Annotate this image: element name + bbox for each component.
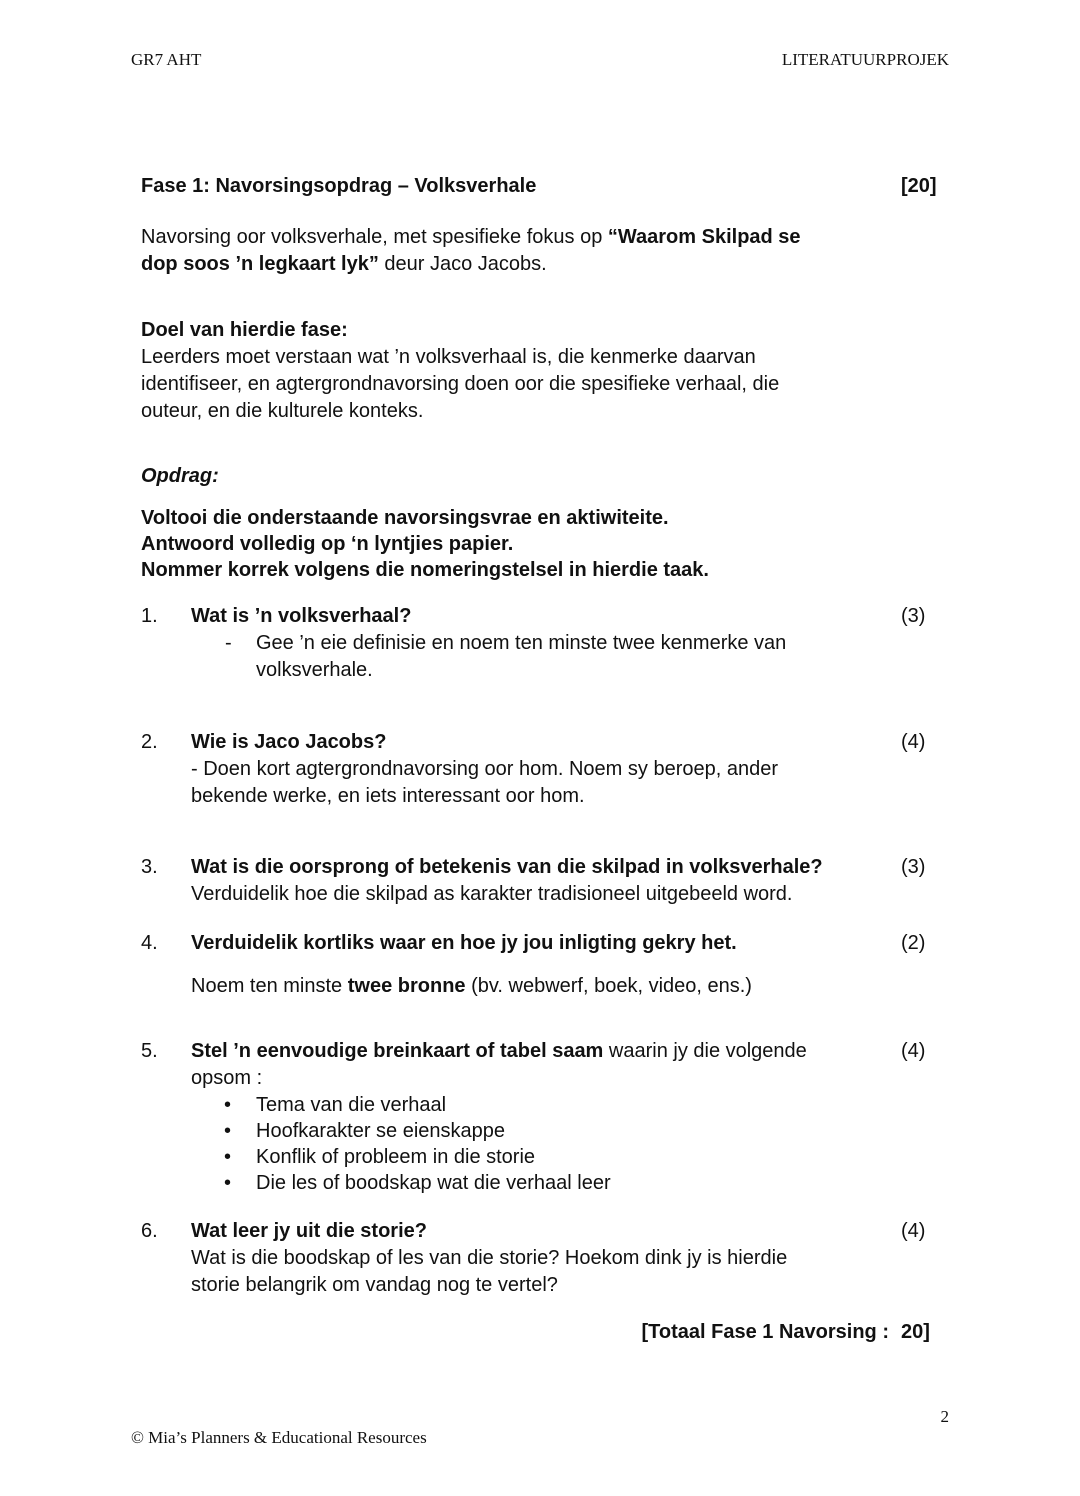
page-number: 2	[940, 1407, 949, 1426]
question-number: 5.	[141, 1040, 158, 1062]
question-marks: (4)	[901, 1220, 926, 1242]
question-5: Stel ’n eenvoudige breinkaart of tabel saam waarin jy die volgende opsom : • Tema van die verhaal • Hoofkarakter se eienskappe • Konflik of probleem in die storie • Die les of boodskap wat die verhaal leer	[191, 1038, 891, 1196]
task-instructions: Voltooi die onderstaande navorsingsvrae en aktiwiteite. Antwoord volledig op ‘n lyntjies papier. Nommer korrek volgens die nomeringstelsel in hierdie taak.	[141, 507, 709, 581]
task-heading: Opdrag:	[141, 465, 219, 487]
goal-section	[141, 317, 901, 425]
section-title: Fase 1: Navorsingsopdrag – Volksverhale	[141, 175, 537, 197]
question-marks: (2)	[901, 932, 926, 954]
intro-paragraph: Navorsing oor volksverhale, met spesifieke fokus op “Waarom Skilpad se dop soos ’n legkaart lyk” deur Jaco Jacobs.	[141, 226, 801, 275]
question-3: Wat is die oorsprong of betekenis van die skilpad in volksverhale? Verduidelik hoe die skilpad as karakter tradisioneel uitgebeeld word.	[191, 856, 823, 905]
question-4: Verduidelik kortliks waar en hoe jy jou inligting gekry het. Noem ten minste twee bronne (bv. webwerf, boek, video, ens.)	[191, 932, 752, 997]
section-marks: [20]	[901, 175, 937, 197]
question-number: 4.	[141, 932, 158, 954]
total-label: [Totaal Fase 1 Navorsing :	[641, 1321, 889, 1343]
list-item: • Die les of boodskap wat die verhaal leer	[191, 1170, 891, 1196]
question-marks: (3)	[901, 605, 926, 627]
question-6: Wat leer jy uit die storie? Wat is die boodskap of les van die storie? Hoekom dink jy is hierdie storie belangrik om vandag nog te vertel?	[191, 1220, 788, 1296]
total-value: 20]	[901, 1321, 930, 1343]
header-left: GR7 AHT	[131, 50, 202, 69]
list-item: • Konflik of probleem in die storie	[191, 1144, 891, 1170]
bullet-list	[191, 1092, 891, 1196]
list-item: • Tema van die verhaal	[191, 1092, 891, 1118]
question-marks: (4)	[901, 731, 926, 753]
question-marks: (4)	[901, 1040, 926, 1062]
header-right: LITERATUURPROJEK	[781, 50, 949, 69]
question-1: Wat is ’n volksverhaal? - Gee ’n eie definisie en noem ten minste twee kenmerke van volksverhale.	[191, 605, 787, 681]
list-item: • Hoofkarakter se eienskappe	[191, 1118, 891, 1144]
question-2: Wie is Jaco Jacobs? - Doen kort agtergrondnavorsing oor hom. Noem sy beroep, ander bekende werke, en iets interessant oor hom.	[191, 731, 778, 807]
question-marks: (3)	[901, 856, 926, 878]
question-number: 3.	[141, 856, 158, 878]
goal-heading: Doel van hierdie fase:	[141, 319, 348, 341]
goal-line: Leerders moet verstaan wat ’n volksverhaal is, die kenmerke daarvan	[141, 346, 756, 368]
question-number: 2.	[141, 731, 158, 753]
question-number: 1.	[141, 605, 158, 627]
story-title: “Waarom Skilpad se	[607, 226, 801, 248]
question-number: 6.	[141, 1220, 158, 1242]
copyright-notice: © Mia’s Planners & Educational Resources	[131, 1428, 427, 1447]
goal-line: outeur, en die kulturele konteks.	[141, 400, 424, 422]
goal-line: identifiseer, en agtergrondnavorsing doen oor die spesifieke verhaal, die	[141, 373, 780, 395]
